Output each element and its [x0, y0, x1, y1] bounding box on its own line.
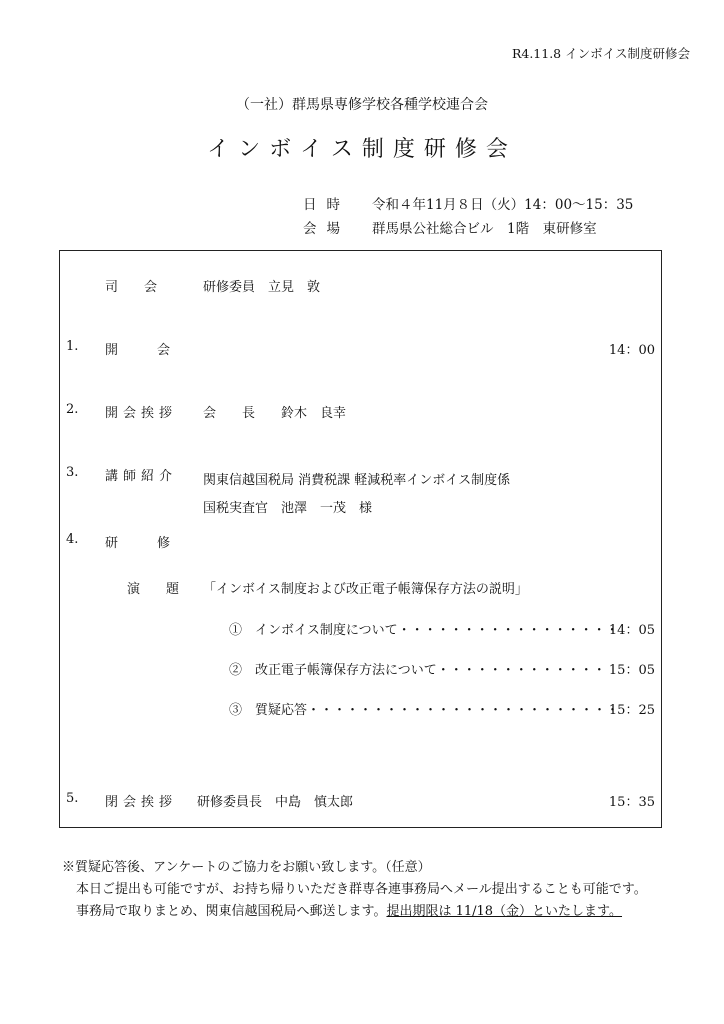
lecturer-affiliation: 関東信越国税局 消費税課 軽減税率インボイス制度係 [203, 473, 511, 488]
item5-time: 15：35 [608, 795, 655, 810]
note-line-2: 本日ご提出も可能ですが、お持ち帰りいただき群専各連事務局へメール提出することも可能です。 [76, 882, 647, 897]
mc-label: 司 会 [105, 280, 158, 295]
subitem3-text: ③ 質疑応答・・・・・・・・・・・・・・・・・・・・・・・・ [229, 703, 620, 718]
page-title: インボイス制度研修会 [207, 137, 517, 162]
organization-name: （一社）群馬県専修学校各種学校連合会 [236, 97, 488, 113]
item5-label: 閉会挨拶 [105, 795, 178, 810]
item1-label: 開 会 [105, 343, 171, 358]
date-label: 日時 [303, 197, 350, 213]
item3-number: 3. [66, 465, 79, 480]
document-reference: R4.11.8 インボイス制度研修会 [511, 46, 690, 61]
item2-label: 開会挨拶 [105, 406, 178, 421]
note-line-1: ※質疑応答後、アンケートのご協力をお願い致します。（任意） [62, 860, 431, 875]
subitem1-time: 14：05 [608, 623, 655, 638]
date-value: 令和４年11月８日（火）14：00〜15：35 [372, 197, 634, 213]
program-box [59, 250, 662, 828]
lecturer-name: 国税実査官 池澤 一茂 様 [203, 501, 373, 516]
subitem2-time: 15：05 [608, 663, 655, 678]
note-line-3 [76, 900, 622, 919]
item3-label: 講師紹介 [105, 469, 178, 484]
submission-deadline: 提出期限は 11/18（金）といたします。 [386, 904, 623, 919]
mc-value: 研修委員 立見 敦 [203, 280, 321, 295]
item5-number: 5. [66, 791, 79, 806]
venue-label: 会場 [303, 221, 350, 237]
item2-value: 会 長 鈴木 良幸 [203, 406, 347, 421]
item1-number: 1. [66, 339, 79, 354]
item4-label: 研 修 [105, 536, 171, 551]
subitem1-text: ① インボイス制度について・・・・・・・・・・・・・・・・・ [229, 623, 619, 638]
subitem2-text: ② 改正電子帳簿保存方法について・・・・・・・・・・・・・ [229, 663, 606, 678]
item4-number: 4. [66, 532, 79, 547]
venue-value: 群馬県公社総合ビル 1階 東研修室 [372, 221, 597, 237]
theme-label: 演 題 [127, 582, 180, 597]
item2-number: 2. [66, 402, 79, 417]
theme-value: 「インボイス制度および改正電子帳簿保存方法の説明」 [203, 582, 528, 597]
item5-value: 研修委員長 中島 慎太郎 [197, 795, 354, 810]
note-line-3-text: 事務局で取りまとめ、関東信越国税局へ郵送します。 [76, 904, 387, 919]
subitem3-time: 15：25 [608, 703, 655, 718]
item1-time: 14：00 [608, 343, 655, 358]
